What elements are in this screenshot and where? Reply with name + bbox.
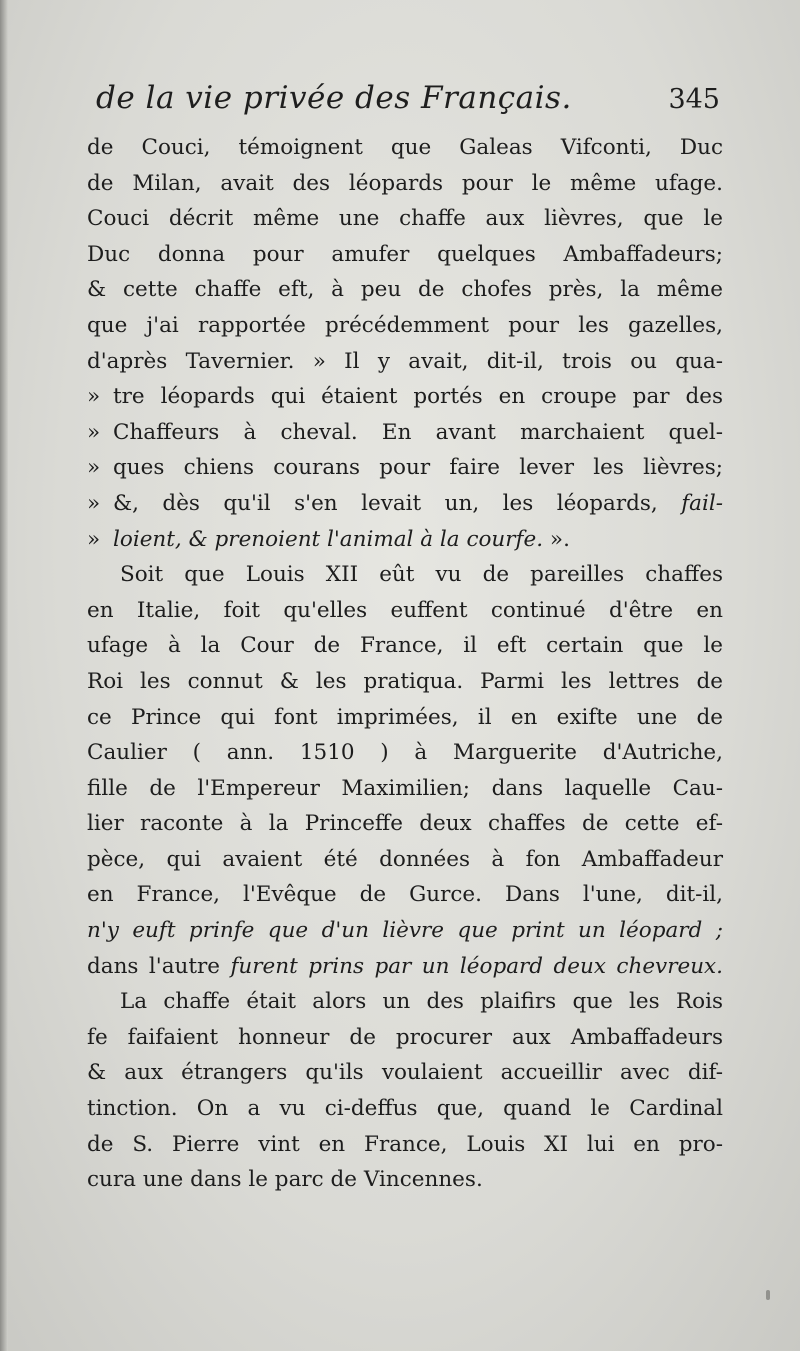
text-line: en Italie, foit qu'elles euffent continué d'être en <box>87 597 723 623</box>
quote-line: » Chaffeurs à cheval. En avant marchaient quel- <box>87 415 723 451</box>
text-line: fille de l'Empereur Maximilien; dans laquelle Cau- <box>87 775 723 801</box>
text-line: dans l'autre furent prins par un léopard deux chevreux. <box>87 953 723 979</box>
text-line: n'y euft prinfe que d'un lièvre que print un léopard ; <box>87 918 723 944</box>
text-line: tinction. On a vu ci-deffus que, quand le Cardinal <box>87 1096 723 1122</box>
quote-mark: » <box>87 526 101 552</box>
text-line: cura une dans le parc de Vincennes. <box>87 1167 483 1193</box>
text-line: Duc donna pour amufer quelques Ambaffadeurs; <box>87 241 723 267</box>
quote-line: » &, dès qu'il s'en levait un, les léopards, fail- <box>87 486 723 522</box>
paragraph-first-line: La chaffe était alors un des plaifirs que les Rois <box>120 989 723 1015</box>
quote-mark: » <box>87 455 101 481</box>
text-line: Couci décrit même une chaffe aux lièvres, que le <box>87 206 723 232</box>
text-line: que j'ai rapportée précédemment pour les gazelles, <box>87 312 723 338</box>
running-title: de la vie privée des Français. <box>96 80 572 116</box>
body-text <box>87 130 723 1198</box>
quote-line: » tre léopards qui étaient portés en croupe par des <box>87 379 723 415</box>
text-line: de Couci, témoignent que Galeas Vifconti, Duc <box>87 135 723 160</box>
text-line: Caulier ( ann. 1510 ) à Marguerite d'Autriche, <box>87 740 723 766</box>
quote-mark: » <box>87 419 101 445</box>
text-line: d'après Tavernier. » Il y avait, dit-il, trois ou qua- <box>87 348 723 374</box>
text-line: de S. Pierre vint en France, Louis XI lui en pro- <box>87 1131 723 1157</box>
text-line: ufage à la Cour de France, il eft certain que le <box>87 633 723 659</box>
text-line: de Milan, avait des léopards pour le même ufage. <box>87 170 723 196</box>
quote-mark: » <box>87 490 101 516</box>
quote-line: » ques chiens courans pour faire lever les lièvres; <box>87 450 723 486</box>
paragraph-first-line: Soit que Louis XII eût vu de pareilles chaffes <box>120 562 723 588</box>
quote-mark: » <box>87 384 101 410</box>
text-line: lier raconte à la Princeffe deux chaffes de cette ef- <box>87 811 723 837</box>
text-line: ce Prince qui font imprimées, il en exifte une de <box>87 704 723 730</box>
page-number: 345 <box>668 84 720 115</box>
text-line: Roi les connut & les pratiqua. Parmi les lettres de <box>87 668 723 694</box>
ink-mark <box>766 1290 770 1300</box>
text-line: fe faifaient honneur de procurer aux Ambaffadeurs <box>87 1024 723 1050</box>
running-head <box>96 80 720 124</box>
text-line: & aux étrangers qu'ils voulaient accueillir avec dif- <box>87 1060 723 1086</box>
text-line: & cette chaffe eft, à peu de chofes près, la même <box>87 277 723 303</box>
page-binding-edge <box>0 0 8 1351</box>
text-line: en France, l'Evêque de Gurce. Dans l'une, dit-il, <box>87 882 723 908</box>
text-line: pèce, qui avaient été données à fon Ambaffadeur <box>87 846 723 872</box>
quote-line: » loient, & prenoient l'animal à la courfe. ». <box>87 522 723 558</box>
